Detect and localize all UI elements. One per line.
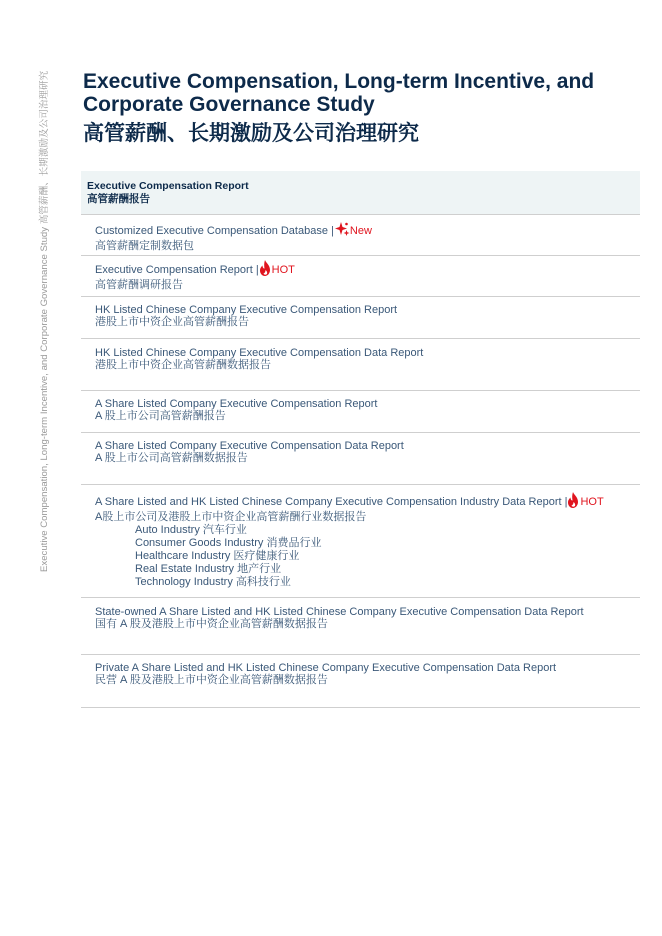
report-title-en: Customized Executive Compensation Database	[95, 225, 328, 237]
report-row[interactable]	[81, 433, 640, 485]
industry-item: Healthcare Industry 医疗健康行业	[135, 550, 300, 562]
report-title-zh: 港股上市中资企业高管薪酬报告	[95, 316, 249, 328]
hot-badge: HOT	[271, 264, 295, 276]
hot-badge: HOT	[580, 496, 604, 508]
sparkle-icon	[334, 221, 350, 240]
section-title-zh: 高管薪酬报告	[87, 193, 150, 205]
report-title-zh: A 股上市公司高管薪酬数据报告	[95, 452, 248, 464]
report-row[interactable]	[81, 655, 640, 708]
report-row[interactable]: Executive Compensation Report | HOT 高管薪酬调研报告	[81, 256, 640, 297]
page-title-zh: 高管薪酬、长期激励及公司治理研究	[83, 122, 419, 145]
section-title-en: Executive Compensation Report	[87, 180, 249, 192]
report-title-en: Executive Compensation Report	[95, 264, 253, 276]
report-title-en: A Share Listed and HK Listed Chinese Company Executive Compensation Industry Data Report	[95, 496, 562, 508]
report-title-en: HK Listed Chinese Company Executive Compensation Data Report	[95, 347, 424, 359]
report-row[interactable]	[81, 297, 640, 339]
flame-icon	[259, 260, 272, 279]
report-title-zh: A 股上市公司高管薪酬报告	[95, 410, 226, 422]
title-line-1: Executive Compensation, Long-term Incentive, and	[83, 70, 595, 93]
side-vertical-title: Executive Compensation, Long-term Incentive, and Corporate Governance Study 高管薪酬、长期激励及公司治理研究	[39, 70, 50, 572]
report-title-zh: A股上市公司及港股上市中资企业高管薪酬行业数据报告	[95, 511, 367, 523]
industry-item: Technology Industry 高科技行业	[135, 576, 291, 588]
title-line-2: Corporate Governance Study	[83, 93, 375, 116]
report-title-en: A Share Listed Company Executive Compensation Report	[95, 398, 378, 410]
report-row[interactable]: Customized Executive Compensation Database | New 高管薪酬定制数据包	[81, 215, 640, 256]
report-row[interactable]	[81, 391, 640, 433]
new-badge: New	[349, 225, 372, 237]
report-title-zh: 高管薪酬定制数据包	[95, 240, 194, 252]
report-title-en: Private A Share Listed and HK Listed Chinese Company Executive Compensation Data Report	[95, 662, 557, 674]
flame-icon	[567, 492, 580, 511]
report-title-en: A Share Listed Company Executive Compensation Data Report	[95, 440, 404, 452]
industry-item: Real Estate Industry 地产行业	[135, 563, 282, 575]
report-row[interactable]	[81, 598, 640, 655]
report-title-zh: 高管薪酬调研报告	[95, 279, 183, 291]
report-table	[81, 171, 640, 708]
report-title-en: HK Listed Chinese Company Executive Compensation Report	[95, 304, 398, 316]
report-title-zh: 港股上市中资企业高管薪酬数据报告	[95, 359, 271, 371]
industry-item: Consumer Goods Industry 消费品行业	[135, 537, 322, 549]
industry-item: Auto Industry 汽车行业	[135, 524, 247, 536]
report-row[interactable]: A Share Listed and HK Listed Chinese Company Executive Compensation Industry Data Report | HOT A股上市公司及港股上市中资企业高管薪酬行业数据报告 Auto Industry 汽车行业 Consumer Goods Industry 消费品行业 Healthcare Industry 医疗健康行业 Real Estate Industry 地产行业 Technology Industry 高科技行业	[81, 485, 640, 598]
report-title-zh: 民营 A 股及港股上市中资企业高管薪酬数据报告	[95, 674, 328, 686]
report-title-zh: 国有 A 股及港股上市中资企业高管薪酬数据报告	[95, 618, 328, 630]
report-row[interactable]	[81, 339, 640, 391]
report-title-en: State-owned A Share Listed and HK Listed Chinese Company Executive Compensation Data Report	[95, 606, 584, 618]
page-title-en	[83, 70, 594, 116]
section-header	[81, 171, 640, 215]
